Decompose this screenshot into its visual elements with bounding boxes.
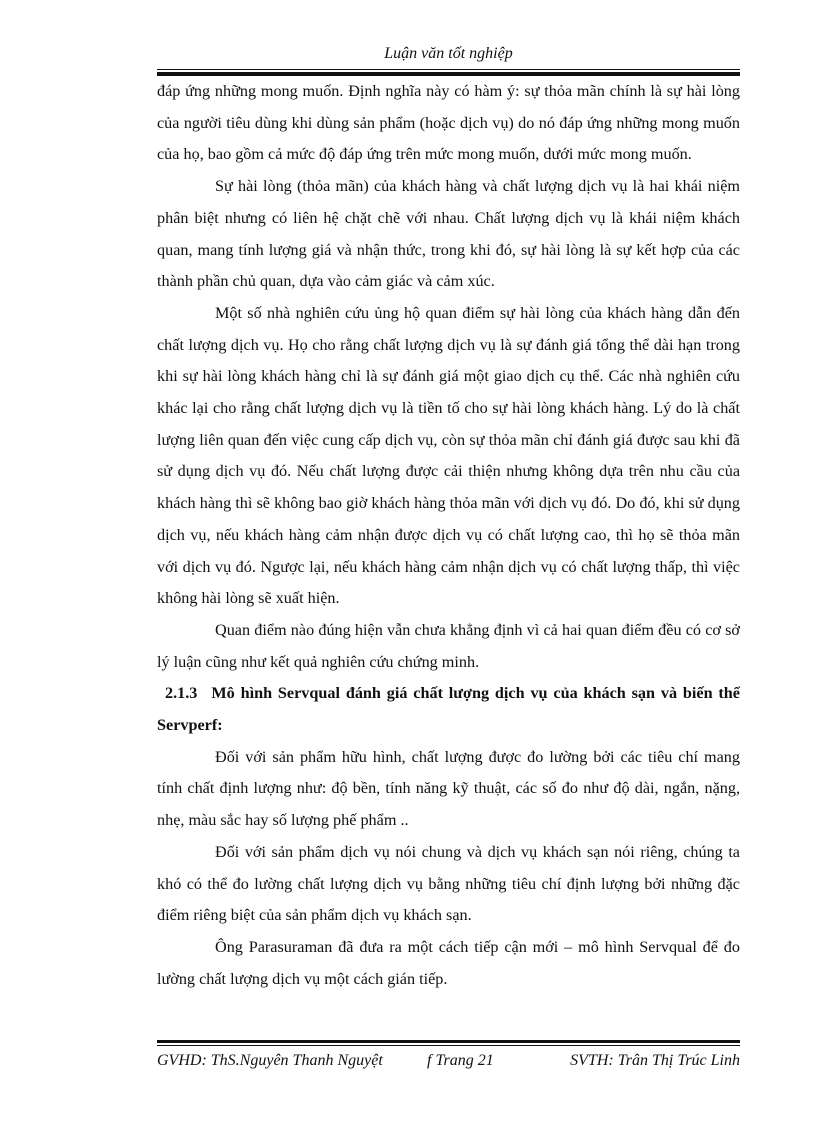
paragraph: Quan điểm nào đúng hiện vẫn chưa khẳng định vì cả hai quan điểm đều có cơ sở lý luận cũng như kết quả nghiên cứu chứng minh.: [157, 620, 740, 671]
document-body: [157, 76, 740, 995]
footer-rule-thin: [157, 1045, 740, 1046]
section-heading: [157, 678, 740, 741]
section-number: 2.1.3: [165, 684, 198, 703]
paragraph: Sự hài lòng (thỏa mãn) của khách hàng và chất lượng dịch vụ là hai khái niệm phân biệt nhưng có liên hệ chặt chẽ với nhau. Chất lượng dịch vụ là khái niệm khách quan, mang tính lượng giá và nhận thức, trong khi đó, sự hài lòng là sự kết hợp của các thành phần chủ quan, dựa vào cảm giác và cảm xúc.: [157, 177, 740, 291]
page-header-title: Luận văn tốt nghiệp: [384, 45, 513, 62]
section-title: Mô hình Servqual đánh giá chất lượng dịch vụ của khách sạn và biến thể Servperf:: [157, 684, 740, 735]
header-rule-thin: [157, 69, 740, 70]
paragraph: Ông Parasuraman đã đưa ra một cách tiếp cận mới – mô hình Servqual để đo lường chất lượng dịch vụ một cách gián tiếp.: [157, 937, 740, 988]
paragraph: Một số nhà nghiên cứu ủng hộ quan điểm sự hài lòng của khách hàng dẫn đến chất lượng dịch vụ. Họ cho rằng chất lượng dịch vụ là sự đánh giá tổng thể dài hạn trong khi sự hài lòng khách hàng chỉ là sự đánh giá một giao dịch cụ thể. Các nhà nghiên cứu khác lại cho rằng chất lượng dịch vụ là tiền tố cho sự hài lòng khách hàng. Lý do là chất lượng liên quan đến việc cung cấp dịch vụ, còn sự thỏa mãn chỉ đánh giá được sau khi đã sử dụng dịch vụ đó. Nếu chất lượng được cải thiện nhưng không dựa trên nhu cầu của khách hàng thì sẽ không bao giờ khách hàng thỏa mãn với dịch vụ đó. Do đó, khi sử dụng dịch vụ, nếu khách hàng cảm nhận được dịch vụ có chất lượng cao, thì họ sẽ thỏa mãn với dịch vụ đó. Ngược lại, nếu khách hàng cảm nhận dịch vụ có chất lượng thấp, thì việc không hài lòng sẽ xuất hiện.: [157, 303, 740, 608]
paragraph: Đối với sản phẩm hữu hình, chất lượng được đo lường bởi các tiêu chí mang tính chất định lượng như: độ bền, tính năng kỹ thuật, các số đo như độ dài, ngắn, nặng, nhẹ, màu sắc hay số lượng phế phẩm ..: [157, 747, 740, 830]
footer-supervisor: GVHD: ThS.Nguyên Thanh Nguyệt: [157, 1052, 383, 1069]
paragraph-continuation: đáp ứng những mong muốn. Định nghĩa này có hàm ý: sự thỏa mãn chính là sự hài lòng của người tiêu dùng khi dùng sản phẩm (hoặc dịch vụ) do nó đáp ứng những mong muốn của họ, bao gồm cả mức độ đáp ứng trên mức mong muốn, dưới mức mong muốn.: [157, 82, 740, 164]
footer-student: SVTH: Trân Thị Trúc Linh: [570, 1052, 740, 1069]
footer-page-number: f Trang 21: [427, 1052, 494, 1069]
footer-rule-thick: [157, 1040, 740, 1043]
paragraph: Đối với sản phẩm dịch vụ nói chung và dịch vụ khách sạn nói riêng, chúng ta khó có thể đo lường chất lượng dịch vụ bằng những tiêu chí định lượng bởi những đặc điểm riêng biệt của sản phẩm dịch vụ khách sạn.: [157, 842, 740, 925]
